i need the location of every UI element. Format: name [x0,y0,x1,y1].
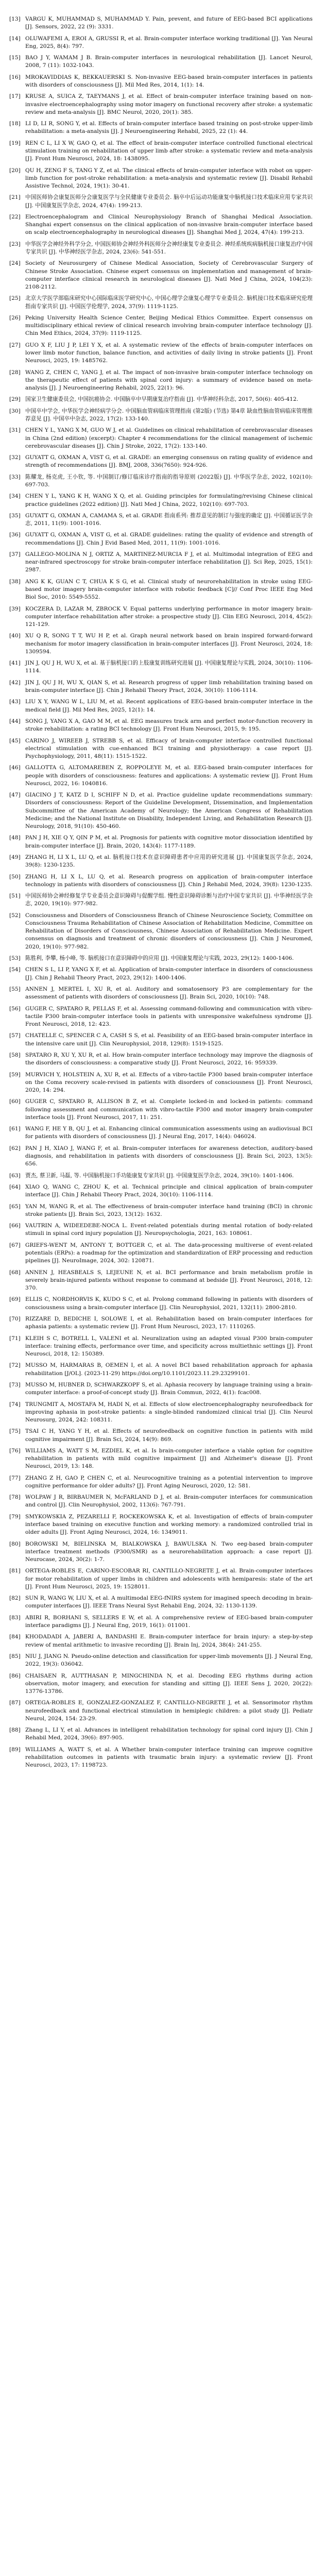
reference-number: [26] [9,314,21,321]
reference-text: WANG F, HE Y B, QU J, et al. Enhancing clinical communication assessments using an audiovisual BCI for patients with disorders of consciousness [J]. J Neural Eng, 2017, 14(4): 046024. [25,1126,313,1140]
reference-number: [22] [9,213,21,220]
reference-number: [59] [9,1071,21,1078]
reference-entry [9,369,313,393]
reference-text: CHEN Y L, YANG K H, WANG X Q, et al. Guiding principles for formulating/revising Chinese clinical practice guidelines (2022 edition) [J]. Natl Med J China, 2022, 102(10): 697-703. [25,493,313,507]
reference-entry [9,213,313,237]
reference-text: REN C L, LI X W, GAO Q, et al. The effect of brain-computer interface controlled functional electrical stimulation training on rehabilitation of upper limb after stroke: a systematic review and meta-analysis [J]. Front Hum Neurosci, 2024, 18: 1438095. [25,140,313,162]
reference-text: ELLIS C, NORDHORVIS K, KUDO S C, et al. Prolong command following in patients with disorders of consciousness using a brain-computer interface [J]. Clin Neurophysiol, 2021, 132(11): 2800-2810. [25,1296,313,1311]
reference-text: MUSSO M, HUBNER D, SCHWARZKOPF S, et al. Aphasia recovery by language training using a brain-computer interface: a proof-of-concept study [J]. Brain Commun, 2022, 4(1): fcac008. [25,1381,313,1396]
reference-entry [9,1381,313,1397]
reference-number: [60] [9,1098,21,1105]
reference-number: [56] [9,1005,21,1012]
reference-number: [84] [9,1634,21,1640]
reference-entry [9,1595,313,1610]
reference-number: [28] [9,369,21,376]
reference-text: Society of Neurosurgery of Chinese Medical Association, Society of Cerebrovascular Surgery of Chinese Stroke Association. Chinese expert consensus on implementation and management of brain-computer interface clinical research in neurological diseases [J]. Natl Med J China, 2024, 104(23): 2108-2112. [25,260,313,290]
reference-text: Consciousness and Disorders of Consciousness Branch of Chinese Neuroscience Society, Committee on Consciousness Trauma Rehabilitation of Chinese Association of Rehabilitation Medicine, Committee on Rehabilitation of Disorders of Consciousness, Chinese Association of Rehabilitation Medicine. Expert consensus on diagnosis and treatment of chronic disorders of consciousness [J]. Chin J Neuromed, 2020, 19(10): 977-982. [25,912,313,950]
reference-number: [68] [9,1269,21,1276]
reference-entry [9,167,313,191]
reference-number: [50] [9,873,21,880]
reference-number: [40] [9,633,21,639]
reference-entry [9,473,313,489]
reference-entry [9,396,313,403]
reference-entry [9,854,313,869]
reference-number: [66] [9,1223,21,1229]
reference-text: SMYKOWSKIA Z, PEZARELLI F, ROCKEKOWSKA K, et al. Investigation of effects of brain-computer interface based training on executive function and working memory: a randomized controlled trial in older adults [J]. Front Aging Neurosci, 2024, 16: 1349011. [25,1513,313,1536]
reference-text: WILLIAMS A, WATT S, et al. A Whether brain-computer interface training can improve cognitive rehabilitation outcomes in patients with traumatic brain injury: a systematic review [J]. Front Neurosci, 2023, 17: 1198723. [25,1746,313,1769]
reference-text: ANNEN J, MERTEL I, XU R, et al. Auditory and somatosensory P3 are complementary for the assessment of patients with disorders of consciousness [J]. Brain Sci, 2020, 10(10): 748. [25,986,313,1001]
reference-text: 国家卫生健康委员会, 中国抗癌协会. 中国脑卒中早期康复治疗指南 [J]. 中华神经科杂志, 2017, 50(6): 405-412. [25,396,299,403]
reference-text: 中华医学会神经外科学分会, 中国医师协会神经外科医师分会神经康复专业委员会. 神经系统疾病脑机接口康复治疗中国专家共识 [J]. 中华神经医学杂志, 2024, 23(6): 541-551. [25,241,313,255]
reference-text: LI D, LI R, SONG Y, et al. Effects of brain-computer interface based training on post-stroke upper-limb rehabilitation: a meta-analysis [J]. J Neuroengineering Rehabil, 2025, 22 (1): 44. [25,121,313,135]
reference-entry [9,764,313,788]
reference-entry [9,342,313,365]
reference-entry [9,578,313,602]
reference-text: TRUNGMIT A, MOSTAFA M, HADI N, et al. Effects of slow electroencephalography neurofeedback for improving aphasia in post-stroke patients: a single-blinded randomized clinical trial [J]. Clin Neurol Neurosurg, 2024, 242: 108311. [25,1401,313,1423]
reference-text: 中国卒中学会, 中华医学会神经病学分会. 中国脑血管病临床管理指南 (第2版) (节选) 第4章 缺血性脑血管病临床管理推荐意见 [J]. 中国卒中杂志, 2022, 17(2): 133-140. [25,408,313,422]
reference-entry [9,698,313,714]
reference-number: [85] [9,1653,21,1660]
reference-text: PAN J H, XIE Q Y, QIN P M, et al. Prognosis for patients with cognitive motor dissociation identified by brain-computer interface [J]. Brain, 2020, 143(4): 1177-1189. [25,835,313,849]
reference-number: [19] [9,140,21,146]
reference-number: [52] [9,912,21,919]
reference-number: [21] [9,194,21,201]
reference-text: MROKAVIDDIAS K, BEKKAUERSKI S. Non-invasive EEG-based brain-computer interfaces in patients with disorders of consciousness [J]. Mil Med Res, 2014, 1(1): 14. [25,74,313,88]
reference-number: [71] [9,1335,21,1342]
reference-number: [24] [9,260,21,267]
reference-text: 陈耀龙, 杨克虎, 王小钦, 等. 中国制订/修订临床诊疗指南的指导原则 (2022版) [J]. 中华医学杂志, 2022, 102(10): 697-703. [25,473,313,488]
reference-entry [9,659,313,675]
reference-text: NIU J, JIANG N. Pseudo-online detection and classification for upper-limb movements [J]. J Neural Eng, 2022, 19(3): 036042. [25,1653,313,1668]
reference-entry [9,140,313,163]
reference-number: [63] [9,1172,21,1179]
reference-text: KLEIH S C, BOTRELL L, VALENI et al. Neuralization using an adapted visual P300 brain-computer interface: training effects, performance over time, and specificity across multiethnic settings [J]. Front Neurosci, 2018, 12: 150389. [25,1335,313,1357]
reference-entry [9,1746,313,1770]
reference-entry [9,1269,313,1293]
reference-entry [9,873,313,889]
reference-text: 中国医师协会神经修复学专业委员会意识障碍与促醒学组. 慢性意识障碍诊断与治疗中国专家共识 [J]. 中华神经医学杂志, 2020, 19(10): 977-982. [25,893,313,907]
reference-text: GUGER C, SPATARO R, PELLAS F, et al. Assessing command-following and communication with vibro-tactile P300 brain-computer interface tools in patients with unresponsive wakefulness syndrome [J]. Front Neurosci, 2018, 12: 423. [25,1005,313,1027]
reference-number: [83] [9,1614,21,1621]
reference-number: [51] [9,893,21,900]
reference-text: OLUWAFEMI A, EROI A, GRUSSI R, et al. Brain-computer interface working traditional [J]. Yan Neural Eng, 2025, 8(4): 797. [25,35,313,49]
reference-entry [9,1513,313,1537]
reference-number: [58] [9,1052,21,1058]
reference-number: [23] [9,241,21,247]
reference-number: [65] [9,1203,21,1210]
reference-number: [61] [9,1126,21,1132]
reference-text: ANG K K, GUAN C T, CHUA K S G, et al. Clinical study of neurorehabilitation in stroke using EEG-based motor imagery brain-computer interface with robotic feedback [C]// Conf Proc IEEE Eng Med Biol Soc, 2010: 5549-5552. [25,578,313,601]
reference-number: [73] [9,1381,21,1388]
reference-entry [9,54,313,70]
reference-text: GUO X F, LIU J P, LEI Y X, et al. A systematic review of the effects of brain-computer interfaces on lower limb motor function, balance function, and activities of daily living in stroke patients [J]. Front Neurosci, 2025, 19: 1485762. [25,342,313,364]
reference-entry [9,1653,313,1668]
reference-entry [9,1475,313,1490]
reference-entry [9,718,313,733]
reference-text: VARGU K, MUHAMMAD S, MUHAMMAD Y. Pain, prevent, and future of EEG-based BCI applications [J]. Sensors, 2022, 22 (9): 3331. [25,16,313,30]
reference-text: ANNEN J, HEASBEALS S, LEJEUNE N, et al. BCI performance and brain metabolism profile in severely brain-injured patients without response to command at bedside [J]. Front Neurosci, 2018, 12: 370. [25,1269,313,1291]
reference-number: [35] [9,512,21,519]
reference-number: [81] [9,1568,21,1574]
reference-entry [9,1125,313,1141]
reference-text: SUN R, WANG W, LIU X, et al. A multimodal EEG-fNIRS system for imagined speech decoding in brain-computer interfaces [J]. IEEE Trans Neural Syst Rehabil Eng, 2024, 32: 1130-1139. [25,1595,313,1609]
reference-text: Electroencephalogram and Clinical Neurophysiology Branch of Shanghai Medical Association. Shanghai expert consensus on the clinical application of non-invasive brain-computer interface based on scalp electroencephalography in neurological diseases [J]. Shanghai Med J, 2024, 47(4): 199-213. [25,213,313,236]
reference-text: ZHANG H, LI X L, LU Q, et al. 脑机接口技术在意识障碍患者中应用的研究进展 [J]. 中国康复医学杂志, 2024, 39(8): 1230-1235. [25,854,313,869]
reference-text: ORTEGA-ROBLES E, GONZALEZ-GONZALEZ F, CANTILLO-NEGRETE J, et al. Sensorimotor rhythm neurofeedback and functional electrical stimulation in hemiplegic children: a pilot study [J]. Pediatr Neurol, 2024, 154: 23-29. [25,1700,313,1722]
reference-text: TSAI C H, YANG Y H, et al. Effects of neurofeedback on cognitive function in patients with mild cognitive impairment [J]. Brain Sci, 2024, 14(9): 869. [25,1428,313,1443]
reference-number: [41] [9,660,21,667]
reference-number: [17] [9,93,21,100]
reference-entry [9,1183,313,1199]
reference-number: [18] [9,121,21,127]
reference-text: PAN J H, XIAO J, WANG F, et al. Brain-computer interfaces for awareness detection, auditory-based diagnosis, and rehabilitation in patients with disorders of consciousness [J]. Brain Sci, 2023, 13(5): 656. [25,1145,313,1167]
reference-entry [9,1567,313,1591]
reference-text: GUYATT G, OXMAN A, CAMAMA S, et al. GRADE 指南系列: 推荐意见的制订与强度的确定 [J]. 中国循证医学杂志, 2011, 11(9): 1001-1016. [25,512,313,527]
reference-entry [9,194,313,209]
reference-entry [9,1428,313,1443]
reference-entry [9,892,313,908]
reference-text: SPATARO R, XU Y, XU R, et al. How brain-computer interface technology may improve the diagnosis of the disorders of consciousness: a comparative study [J]. Front Neurosci, 2022, 16: 959339. [25,1052,313,1066]
reference-number: [72] [9,1362,21,1369]
reference-entry [9,1614,313,1630]
reference-entry [9,605,313,629]
reference-text: ZHANG Z H, GAO P, CHEN C, et al. Neurocognitive training as a potential intervention to improve cognitive performance for older adults? [J]. Front Aging Neurosci, 2020, 12: 581. [25,1475,313,1489]
reference-entry [9,120,313,135]
reference-number: [36] [9,532,21,538]
reference-text: GALLOTTA G, ALTOMAREBEN Z, ROPPOLEYE M, et al. EEG-based brain-computer interfaces for people with disorders of consciousness: features and applications: A systematic review [J]. Front Hum Neurosci, 2022, 16: 1040816. [25,765,313,787]
reference-entry [9,1242,313,1265]
reference-entry [9,551,313,574]
reference-text: WOLPAW J R, BIRBAUMER N, McFARLAND D J, et al. Brain-computer interfaces for communication and control [J]. Clin Neurophysiol, 2002, 113(6): 767-791. [25,1494,313,1509]
reference-entry [9,955,313,962]
reference-entry [9,986,313,1001]
reference-text: GUGER C, SPATARO R, ALLISON B Z, et al. Complete locked-in and locked-in patients: command following assessment and communication with vibro-tactile P300 and motor imagery brain-computer interface tools [J]. Front Neurosci, 2017, 11: 251. [25,1098,313,1121]
reference-entry [9,1296,313,1311]
reference-entry [9,35,313,50]
reference-entry [9,1447,313,1471]
reference-entry [9,912,313,951]
reference-entry [9,241,313,256]
reference-number: [48] [9,835,21,841]
reference-text: CHAISAEN R, AUTTHASAN P, MINGCHINDA N, et al. Decoding EEG rhythms during action observation, motor imagery, and execution for standing and sitting [J]. IEEE Sens J, 2020, 20(22): 13776-13786. [25,1672,313,1695]
reference-entry [9,1633,313,1649]
reference-list [9,15,313,1769]
reference-entry [9,1052,313,1067]
reference-number: [62] [9,1145,21,1151]
reference-text: MURVICH Y, HOLSTEIN A, XU R, et al. Effects of a vibro-tactile P300 based brain-computer interface on the Coma recovery scale-revised in patients with disorders of consciousness [J]. Front Neurosci, 2020, 14: 294. [25,1071,313,1093]
reference-number: [27] [9,342,21,348]
reference-entry [9,295,313,310]
reference-entry [9,493,313,508]
reference-text: BOROWSKI M, BIELINSKA M, BIALKOWSKA J, BAWULSKA N. Two eeg-based brain-computer interface treatment methods (P300/SMR) as a neurorehabilitation approach: a case report [J]. Neurocase, 2024, 30(2): 1-7. [25,1540,313,1563]
reference-number: [43] [9,699,21,705]
reference-text: Peking University Health Science Center, Beijing Medical Ethics Committee. Expert consensus on multidisciplinary ethical review of clinical research involving brain-computer interface technology [J]. Chin Med Ethics, 2024, 37(9): 1119-1125. [25,314,313,337]
reference-number: [77] [9,1475,21,1481]
reference-number: [16] [9,74,21,80]
reference-text: QU H, ZENG F S, TANG Y Z, et al. The clinical effects of brain-computer interface with robot on upper-limb function for post-stroke rehabilitation: a meta-analysis and systematic review [J]. Disabil Rehabil Assistive Technol, 2024, 19(1): 30-41. [25,167,313,189]
reference-text: YAN M, WANG R, et al. The effectiveness of brain-computer interface hand training (BCI) in chronic stroke patients [J]. Brain Sci, 2023, 13(12): 1632. [25,1203,313,1217]
reference-number: [39] [9,605,21,612]
reference-entry [9,1401,313,1425]
reference-entry [9,1172,313,1180]
reference-entry [9,531,313,547]
reference-entry [9,966,313,981]
reference-entry [9,454,313,469]
reference-text: JIN J, QU J H, WU X, et al. 基于脑机接口的上肢康复训练研究进展 [J]. 中国康复理论与实践, 2024, 30(10): 1106-1114. [25,660,313,674]
reference-entry [9,1032,313,1047]
reference-number: [32] [9,454,21,461]
reference-text: CHEN Y L, YANG X M, GUO W J, et al. Guidelines on clinical rehabilitation of cerebrovascular diseases in China (2nd edition) (excerpt): Chapter 4 recommendations for the clinical management of ischemic cerebrovascular diseases [J]. Chin J Stroke, 2022, 17(2): 133-140. [25,427,313,449]
reference-number: [31] [9,427,21,434]
reference-entry [9,1145,313,1168]
reference-text: KOCZERA D, LAZAR M, ZBROCK V. Equal patterns underlying performance in motor imagery brain-computer interface rehabilitation after stroke: a prospective study [J]. Clin EEG Neurosci, 2014, 45(2): 121-129. [25,605,313,628]
reference-text: GUYATT G, OXMAN A, VIST G, et al. GRADE: an emerging consensus on rating quality of evidence and strength of recommendations [J]. BMJ, 2008, 336(7650): 924-926. [25,454,313,469]
reference-text: KHODADADI A, JABERI A, BANDASHI E. Brain-computer interface for brain injury: a step-by-step review of mental arithmetic to invasive recording [J]. Brain Inj, 2024, 38(4): 241-255. [25,1634,313,1648]
reference-number: [88] [9,1727,21,1734]
reference-number: [78] [9,1494,21,1501]
reference-number: [29] [9,396,21,403]
reference-number: [76] [9,1447,21,1454]
reference-text: JIN J, QU J H, WU X, QIAN S, et al. Research progress of upper limb rehabilitation training based on brain-computer interface [J]. Chin J Rehabil Theory Pract, 2024, 30(10): 1106-1114. [25,679,313,694]
reference-number: [64] [9,1183,21,1190]
reference-text: GUYATT G, OXMAN A, VIST G, et al. GRADE guidelines: rating the quality of evidence and strength of recommendations [J]. Chin J Evid Based Med, 2011, 11(9): 1001-1016. [25,532,313,546]
reference-entry [9,791,313,831]
reference-text: SONG J, YANG X A, GAO M M, et al. EEG measures track arm and perfect motor-function recovery in stroke rehabilitation: a rating BCI technology [J]. Front Hum Neurosci, 2015, 9: 195. [25,718,313,733]
reference-number: [25] [9,295,21,302]
reference-text: 贾杰, 蔡卫新, 马磊, 等. 中国脑机接口手功能康复专家共识 [J]. 中国康复医学杂志, 2024, 39(10): 1401-1406. [25,1172,294,1179]
reference-number: [15] [9,55,21,61]
reference-text: KRUSE A, SUICA Z, TAEYMANS J, et al. Effect of brain-computer interface training based on non-invasive electroencephalography using motor imagery on functional recovery after stroke: a systematic review and meta-analysis [J]. BMC Neurol, 2020, 20(1): 385. [25,93,313,115]
reference-number: [42] [9,679,21,686]
reference-entry [9,15,313,31]
reference-entry [9,834,313,850]
reference-entry [9,260,313,291]
reference-number: [67] [9,1242,21,1248]
reference-text: CHEN S L, LI P, YANG X F, et al. Application of brain-computer interface in disorders of consciousness [J]. Chin J Rehabil Theory Pract, 2023, 29(12): 1400-1406. [25,967,313,981]
reference-entry [9,314,313,338]
reference-text: BAO J Y, WAMAM J B. Brain-computer interfaces in neurological rehabilitation [J]. Lancet Neurol, 2008, 7 (11): 1032-1043. [25,55,313,69]
reference-entry [9,1315,313,1331]
reference-number: [79] [9,1513,21,1520]
reference-entry [9,1071,313,1095]
reference-text: GIACINO J T, KATZ D I, SCHIFF N D, et al. Practice guideline update recommendations summary: Disorders of consciousness: Report of the Guideline Development, Dissemination, and Implementation Subcommittee of the American Academy of Neurology; the American Congress of Rehabilitation Medicine; and the National Institute on Disability, Independent Living, and Rehabilitation Research [J]. Neurology, 2018, 91(10): 450-460. [25,792,313,830]
reference-number: [46] [9,765,21,771]
reference-entry [9,1203,313,1218]
reference-text: MUSSO M, HARMARAS B, OEMEN I, et al. A novel BCI based rehabilitation approach for aphasia rehabilitation [J/OL]. (2023-11-29) https://doi.org/10.1101/2023.11.29.23299101. [25,1362,313,1377]
reference-entry [9,1335,313,1359]
reference-text: VAUTRIN A, WIDEEDEBE-NOCA L. Event-related potentials during mental rotation of body-related stimuli in spinal cord injury population [J]. Neuropsychologia, 2021, 163: 108061. [25,1223,313,1237]
reference-number: [89] [9,1746,21,1753]
reference-text: GRIEFS-WENT M, ANTONY T, BOTTGER C, et al. The data-processing multiverse of event-related potentials (ERPs): a roadmap for the optimization and standardization of ERP processing and reduction pipelines [J]. NeuroImage, 2024, 302: 120871. [25,1242,313,1264]
reference-number: [44] [9,718,21,725]
reference-entry [9,679,313,694]
reference-number: [87] [9,1700,21,1706]
reference-text: ZHANG H, LI X L, LU Q, et al. Research progress on application of brain-computer interface technology in patients with disorders of consciousness [J]. Chin J Rehabil Med, 2024, 39(8): 1230-1235. [25,873,313,888]
reference-number: [82] [9,1595,21,1602]
reference-number: [75] [9,1428,21,1435]
reference-entry [9,408,313,423]
reference-entry [9,737,313,761]
reference-number: [45] [9,737,21,744]
reference-number: [55] [9,986,21,992]
reference-entry [9,427,313,450]
reference-entry [9,1726,313,1742]
reference-text: WANG Z, CHEN C, YANG J, et al. The impact of non-invasive brain-computer interface technology on the therapeutic effect of patients with spinal cord injury: a summary of evidence based on meta-analysis [J]. J Neuroengineering Rehabil, 2025, 22(1): 96. [25,369,313,391]
reference-number: [53] [9,955,21,962]
reference-number: [74] [9,1401,21,1408]
reference-text: ORTEGA-ROBLES E, CARINO-ESCOBAR RI, CANTILLO-NEGRETE J, et al. Brain-computer interfaces for motor rehabilitation of upper limbs in children and adolescents with hemiparesis: state of the art [J]. Front Hum Neurosci, 2025, 19: 1528011. [25,1568,313,1590]
reference-number: [14] [9,35,21,42]
reference-text: 中国医师协会康复医师分会康复医学与全民健康专业委员会. 脑卒中后运动功能康复中脑机接口技术临床应用专家共识 [J]. 中国康复医学杂志, 2024, 47(4): 199-213. [25,194,313,209]
reference-text: 北京大学医学部临床研究中心国际临床医学研究中心, 中国心理学会康复心理学专业委员会. 脑机接口技术临床研究伦理指南专家共识 [J]. 中国医学伦理学, 2024, 37(9): 1119-1125. [25,295,313,310]
reference-entry [9,1540,313,1564]
reference-number: [33] [9,473,21,480]
reference-text: Zhang L, LI Y, et al. Advances in intelligent rehabilitation technology for spinal cord injury [J]. Chin J Rehabil Med, 2024, 39(6): 897-905. [25,1727,313,1741]
reference-text: ABIRI R, BORHANI S, SELLERS E W, et al. A comprehensive review of EEG-based brain-computer interface paradigms [J]. J Neural Eng, 2019, 16(1): 011001. [25,1614,313,1629]
reference-number: [86] [9,1672,21,1679]
reference-entry [9,1098,313,1122]
reference-entry [9,1005,313,1029]
reference-entry [9,1672,313,1696]
reference-number: [80] [9,1540,21,1547]
reference-number: [20] [9,167,21,174]
reference-number: [57] [9,1032,21,1039]
reference-text: CARINO J, WIREEB J, STREBB S, et al. Efficacy of brain-computer interface controlled functional electrical stimulation with cue-enhanced BCI training and physiotherapy: a case report [J]. Psychophysiology, 2011, 48(11): 1515-1522. [25,737,313,760]
reference-number: [38] [9,578,21,585]
reference-entry [9,74,313,89]
reference-text: 陈胜利, 李攀, 杨小峰, 等. 脑机接口在意识障碍中的应用 [J]. 中国康复理论与实践, 2023, 29(12): 1400-1406. [25,955,294,962]
reference-number: [30] [9,408,21,414]
reference-entry [9,1362,313,1377]
reference-entry [9,1494,313,1509]
reference-number: [49] [9,854,21,861]
reference-entry [9,512,313,528]
reference-text: XU Q R, SONG T T, WU H P, et al. Graph neural network based on brain inspired forward-forward mechanism for motor imagery classification in brain-computer interfaces [J]. Front Neurosci, 2024, 18: 1309594. [25,633,313,655]
reference-text: WILLIAMS A, WATT S M, EZDIEL K, et al. Is brain-computer interface a viable option for cognitive rehabilitation in patients with mild cognitive impairment [J] and Alzheimer's disease [J]. Front Neurosci, 2019, 13: 148. [25,1447,313,1470]
reference-text: CHATELLE C, SPENCER C A, CASH S S, et al. Feasibility of an EEG-based brain-computer interface in the intensive care unit [J]. Clin Neurophysiol, 2018, 129(8): 1519-1525. [25,1032,313,1047]
reference-number: [69] [9,1296,21,1303]
reference-number: [70] [9,1315,21,1322]
reference-entry [9,1699,313,1723]
reference-entry [9,93,313,116]
reference-number: [13] [9,16,21,22]
reference-text: GALLEGO-MOLINA N J, ORTIZ A, MARTINEZ-MURCIA F J, et al. Multimodal integration of EEG and near-infrared spectroscopy for stroke brain-computer interface rehabilitation [J]. Sci Rep, 2025, 15(1): 2987. [25,551,313,573]
reference-number: [37] [9,551,21,558]
reference-number: [54] [9,967,21,973]
reference-entry [9,632,313,656]
reference-number: [47] [9,792,21,799]
reference-number: [34] [9,493,21,500]
reference-text: LIU X Y, WANG W L, LIU M, et al. Recent applications of EEG-based brain-computer interface in the medical field [J]. Mil Med Res, 2025, 12(1): 14. [25,699,313,713]
reference-text: XIAO Q, WANG C, ZHOU K, et al. Technical principle and clinical application of brain-computer interface [J]. Chin J Rehabil Theory Pract, 2024, 30(10): 1106-1114. [25,1183,313,1198]
reference-text: RIZZARE D, BEDICHE I, SOLOWE I, et al. Rehabilitation based on brain-computer interfaces for aphasia patients: a systematic review [J]. Front Hum Neurosci, 2023, 17: 1110265. [25,1315,313,1330]
reference-entry [9,1222,313,1238]
